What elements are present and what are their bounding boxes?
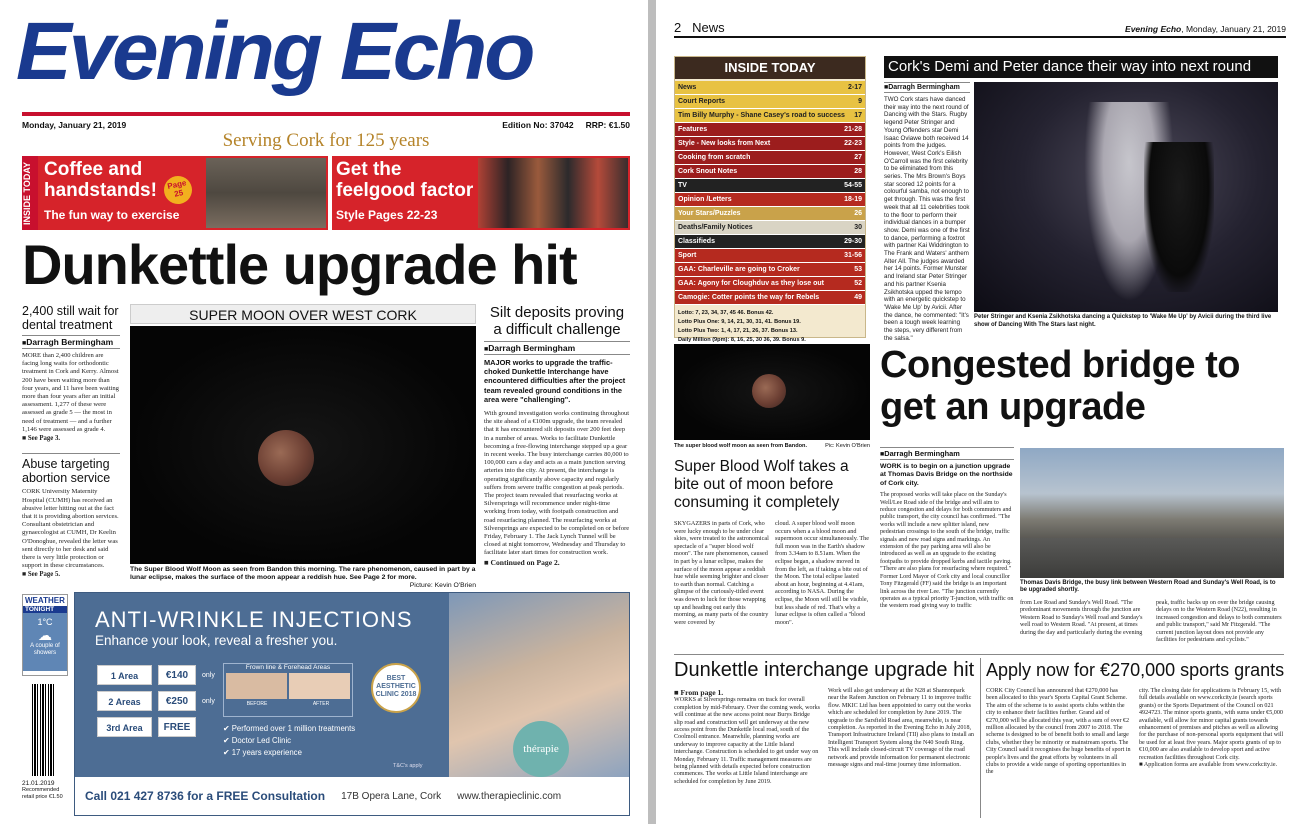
inside-row-label: Your Stars/Puzzles [678,210,741,217]
ad-bullets: ✔ Performed over 1 million treatments ✔ Doctor Led Clinic ✔ 17 years experience [223,724,356,757]
brief-dental-see: ■ See Page 3. [22,435,61,443]
before-photo [226,673,287,699]
silt-story [484,304,630,567]
inside-row-pages: 18-19 [844,196,862,203]
silt-head: Silt deposits proving a difficult challenge [489,304,625,338]
dance-caption: Peter Stringer and Ksenia Zsikhotska dancing a Quickstep to 'Wake Me Up' by Avicii during the third live show of Dancing With The Stars last night. [974,314,1272,328]
promo-style-photo [478,158,628,228]
inside-row-label: Deaths/Family Notices [678,224,753,231]
inside-row-pages: 2-17 [847,84,862,91]
inside-today-title: INSIDE TODAY [675,57,865,79]
cloud-icon: ☁ [38,627,52,643]
barcode-date: 21.01.2019 [22,780,55,787]
moon-caption: The Super Blood Wolf Moon as seen from Bandon this morning. The rare phenomenon, caused in part by a lunar eclipse, makes the surface of the moon appear a reddish hue. See Page 2 for more. Picture: Kevin O'Brien [130,566,476,589]
inside-row-pages: 26 [854,210,862,217]
front-page [0,0,648,824]
brief-column [22,304,120,580]
inside-today-row[interactable] [675,291,865,305]
brief-abuse-head: Abuse targeting abortion service [22,453,120,485]
weather-temp: 1°C [37,617,53,627]
edition-number: Edition No: 37042 [502,120,574,130]
brief-abuse-body: CORK University Maternity Hospital (CUMH) has received an abusive letter hitting out at the fact that it is providing abortion services. Consultant obstetrician and gynaecologist at CUMH, Dr Keelin O'Donoghue, revealed the letter was sent directly to her desk and said there is very little protection or support in these circumstances. [22,488,119,570]
promo-coffee-title: Coffee and handstands! [44,159,157,201]
dunkettle-headline: Dunkettle interchange upgrade hit [674,659,975,681]
therapie-logo: thérapie [513,721,569,777]
news-page-2 [656,0,1304,824]
inside-row-label: GAA: Charleville are going to Croker [678,266,800,273]
promo-style[interactable] [332,156,630,230]
inside-row-pages: 27 [854,154,862,161]
inside-row-pages: 49 [854,294,862,301]
inside-row-pages: 30 [854,224,862,231]
barcode-box [22,684,68,812]
ad-title: ANTI-WRINKLE INJECTIONS [95,607,413,632]
dance-photo [974,82,1278,312]
inside-today-row[interactable] [675,109,865,123]
inside-row-label: TV [678,182,687,189]
inside-today-row[interactable] [675,123,865,137]
masthead-rule [22,112,630,116]
bridge-photo [1020,448,1284,578]
inside-today-row[interactable] [675,263,865,277]
page-header [674,20,1286,35]
masthead: Evening Echo [15,6,533,97]
inside-today-row[interactable] [675,81,865,95]
brief-dental-head: 2,400 still wait for dental treatment [22,304,119,332]
dunkettle-story: ■ From page 1. WORKS at Silversprings remains on track for overall completion by mid-February. Over the coming week, works will continue at the new access point near Burys Bridge slip road and construction will get underway at the new access point from the Dunkettle local road, south of the Coolmoll entrance. Meanwhile, planning works are underway to improve capacity at the Little Island interchange. Construction is scheduled to get under way on Monday, February 11. Traffic management measures are being planned with details expected before construction commences. The works at Little Island interchange are scheduled for completion by June 2019. Work will also get underway at the N28 at Shannonpark near the Rafeen Junction on February 11 to improve traffic flow. MKIC Ltd has been appointed to carry out the works which are scheduled for completion by June 2019. The upgrade to the Sarsfield Road area, meanwhile, is near completion. As reported in the Evening Echo in July 2018, Transport Infrastructure Ireland (TII) also plans to install an Intelligent Transport System along the N40 South Ring. This will include closed-circuit TV coverage of the road network and provide information for permanent electronic message signs and real-time journey time information. [674,688,974,785]
inside-row-label: Court Reports [678,98,726,105]
inside-today-panel [674,56,866,343]
inside-row-pages: 28 [854,168,862,175]
moon-disc-small [752,374,786,408]
bridge-story-cont: from Lee Road and Sunday's Well Road. "The predominant movements through the junction are Western Road to Sunday's Well road and Sunday's well road to Western Road. "At present, at times during the day and particularly during the evening peak, traffic backs up on over the bridge causing delays on to the Western Road (N22), resulting in increased congestion and delays to both commuters and public transport," said Mr Fitzgerald. "The current junction layout does not provide any facilities for pedestrians and cyclists." [1020,600,1282,644]
ad-row-2: 2 Areas €250 only [97,691,215,711]
moon-photo-small [674,344,870,440]
brief-dental-body: MORE than 2,400 children are facing long waits for orthodontic treatment in Cork and Kerry. Almost 200 have been waiting more than four years, and 11 have been waiting more than four years after an initial assessment. 1,277 of these were assessed as grade 5 — the most in need of treatment — and a further 1,146 were assessed as grade 4. [22,352,119,433]
moon-headline: Super Blood Wolf takes a bite out of moon before consuming it completely [674,458,849,511]
dance-headline: Cork's Demi and Peter dance their way into next round [884,56,1278,78]
inside-today-side: INSIDE TODAY [22,156,38,230]
dancer-partner [1144,142,1214,292]
promo-coffee-photo [206,158,326,228]
inside-row-pages: 22-23 [844,140,862,147]
inside-row-label: News [678,84,697,91]
column-divider [980,658,981,818]
page-number: 2 [674,20,682,35]
weather-desc: A couple of showers [30,643,60,656]
sports-headline: Apply now for €270,000 sports grants [986,660,1285,680]
inside-row-pages: 31-56 [844,252,862,259]
ad-terms: T&C's apply [393,763,423,769]
moon-disc [258,430,314,486]
weather-box [22,594,68,676]
dance-story: ■ Darragh Bermingham TWO Cork stars have danced their way into the next round of Dancing with the Stars. Rugby legend Peter Stringer and Young Offenders star Demi Isaac Oviawe both received 14 points from the judges. However, West Cork's Eilish O'Carroll was the first celebrity to be eliminated from this series. The Mrs Brown's Boys star scored 12 points for a colourful samba, not enough to get through. This was the first week that all 11 celebrities took to the floor to perform their individual dances in a bumper show. Demi was one of the first to dance, performing a foxtrot with partner Kai Widdrington to The Frank and Waters' anthem Alter All. The judges awarded her 14 points. Former Munster and Ireland star Peter Stringer and his partner Ksenia Zsikhotska upped the tempo with an energetic quickstep to 'Wake Me Up' by Avicii. After the dance, he commented: "It's been a tough week learning the steps, very different from the salsa." [884,82,970,343]
ad-footer [75,777,629,815]
bridge-road [1020,538,1284,578]
inside-row-label: Features [678,126,708,133]
inside-row-label: Style - New looks from Next [678,140,771,147]
inside-row-pages: 29-30 [844,238,862,245]
ad-price-rows [97,665,215,743]
bridge-story: ■ Darragh Bermingham WORK is to begin on a junction upgrade at Thomas Davis Bridge on the northside of Cork city. The proposed works will take place on the Sunday's Well/Lee Road side of the bridge and will aim to reduce congestion and delays for both commuters and public transport, the city council has confirmed. "The works will include a new splitter island, new pedestrian crossings to the south of the bridge, traffic signals and new road signs and markings. An extension of the pay parking area will also be introduced as well as an upgrade to the existing footpaths to provide dropped kerbs and tactile paving. "There are also plans for resurfacing where required." Former Lord Mayor of Cork city and local councillor Tony Fitzgerald (FF) said the bridge is an important link across the river Lee. "The junction currently operates as a typical priority T-junction, with traffic on the western road giving way to traffic [880,444,1014,611]
inside-row-pages: 54-55 [844,182,862,189]
inside-row-label: Classifieds [678,238,715,245]
inside-row-label: Camogie: Cotter points the way for Rebels [678,294,820,301]
price: RRP: €1.50 [585,120,630,130]
bridge-headline: Congested bridge to get an upgrade [880,344,1240,428]
ad-row-3: 3rd Area FREE [97,717,215,737]
inside-today-row[interactable] [675,235,865,249]
bridge-body: The proposed works will take place on the Sunday's Well/Lee Road side of the bridge and will aim to reduce congestion and delays for both commuters and public transport, the city council has confirmed. "The works will include a new splitter island, new pedestrian crossings to the south of the bridge, traffic signals and new road signs and markings. An extension of the pay parking area will also be introduced as well as an upgrade to the existing footpaths to provide dropped kerbs and tactile paving. "There are also plans for resurfacing where required." Former Lord Mayor of Cork city and local councillor Tony Fitzgerald (FF) said the bridge is an important link across the river Lee. "The junction currently operates as a typical priority T-junction, with traffic on the western road giving way to traffic [880,492,1014,610]
ad-subtitle: Enhance your look, reveal a fresher you. [95,633,338,648]
moon-photo [130,326,476,564]
sports-story: CORK City Council has announced that €270,000 has been allocated to this year's Sports Capital Grant Scheme. The aim of the scheme is to assist sports clubs within the city to enhance their facilities further. Grand aid of €270,000 will be allocated this year, with a sum of over €2 million allocated by the council from 2007 to 2018. The scheme is designed to be of benefit both to small and large clubs, whether they be minority or mainstream sports. The City Council said it recognises the huge benefits of sport in people's lives and the great efforts by volunteers in all clubs to provide a wide range of sporting opportunities in the city. The closing date for applications is February 15, with full details available on www.corkcity.ie (search sports grants) or the Sports Department of the Council on 021 4924723. The minor sports grants, with sums under €5,000 available, will allow for minor capital grants towards enhancement of premises and pitches as well as allowing for the purchase of non-personal sports equipment that will be used for at least five years. Major sports grants of up to €10,000 are also available to develop sport and active recreation facilities throughout Cork city. ■ Application forms are available from www.corkcity.ie. [986,688,1284,776]
moon-banner: SUPER MOON OVER WEST CORK [130,304,476,324]
inside-row-label: Tim Billy Murphy - Shane Casey's road to success [678,112,845,119]
paper-name: Evening Echo [1125,24,1182,34]
dance-body: TWO Cork stars have danced their way into the next round of Dancing with the Stars. Rugby legend Peter Stringer and Young Offenders star Demi Isaac Oviawe both received 14 points from the judges. However, West Cork's Eilish O'Carroll was the first celebrity to be eliminated from this series. The Mrs Brown's Boys star scored 12 points for a colourful samba, not enough to get through. This was the first week that all 11 celebrities took to the floor to perform their individual dances in a bumper show. Demi was one of the first to dance, performing a foxtrot with partner Kai Widdrington to The Frank and Waters' anthem Alter All. The judges awarded her 14 points. Former Munster and Ireland star Peter Stringer and his partner Ksenia Zsikhotska upped the tempo with an energetic quickstep to 'Wake Me Up' by Avicii. After the dance, he commented: "It's been a tough week learning the steps, very different from the salsa." [884,96,970,342]
barcode-note: Recommended retail price €1.50 [22,787,63,800]
ad-web[interactable]: www.therapieclinic.com [457,790,562,802]
barcode [32,684,54,776]
inside-today-row[interactable] [675,165,865,179]
weather-panel [23,613,67,671]
date: Monday, January 21, 2019 [22,120,127,130]
after-photo [289,673,350,699]
therapie-ad[interactable] [74,592,630,816]
promo-coffee[interactable] [38,156,328,230]
inside-row-label: Cork Snout Notes [678,168,738,175]
inside-row-pages: 17 [854,112,862,119]
weather-label: WEATHER [25,596,65,605]
ad-address: 17B Opera Lane, Cork [341,790,442,802]
inside-today-list [675,81,865,305]
inside-row-label: Sport [678,252,697,259]
bridge-caption: Thomas Davis Bridge, the busy link between Western Road and Sunday's Well Road, is to be upgraded shortly. [1020,580,1276,594]
inside-today-row[interactable] [675,277,865,291]
inside-today-row[interactable] [675,137,865,151]
brief-abuse-see: ■ See Page 5. [22,571,61,579]
inside-today-row[interactable] [675,95,865,109]
inside-row-label: Cooking from scratch [678,154,751,161]
section-name: News [692,20,725,35]
ad-phone: Call 021 427 8736 for a FREE Consultation [85,789,326,803]
inside-today-row[interactable] [675,193,865,207]
promo-coffee-sub: The fun way to exercise [44,208,180,222]
inside-row-pages: 9 [858,98,862,105]
ad-before-after: Frown line & Forehead Areas BEFORE AFTER [223,663,353,717]
lotto-results: Lotto: 7, 23, 34, 37, 45 46. Bonus 42. Lotto Plus One: 9, 14, 21, 30, 31, 41. Bonus 19. Lotto Plus Two: 1, 4, 17, 21, 26, 37. Bonus 13. Daily Million (9pm): 8, 16, 25, 30 36, 39. Bonus 9. [678,310,806,343]
inside-row-pages: 52 [854,280,862,287]
inside-row-label: Opinion /Letters [678,196,732,203]
moon-story: SKYGAZERS in parts of Cork, who were lucky enough to be under clear skies, were treated to the astronomical spectacle of a "super blood wolf moon". The rare phenomenon, caused in part by a lunar eclipse, makes the surface of the moon appear a reddish hue while seeming brighter and closer to earth than normal. Catching a glimpse of the curiously-titled event was down to luck for those wrapping up and heading out early this morning, as many parts of the country were covered by cloud. A super blood wolf moon occurs when a a blood moon and supermoon occur simultaneously. The full moon was in the Earth's shadow from 3.34am to 8.51am. When the eclipse began, a shadow moved in from the left, as if taking a bite out of the Moon. The total eclipse lasted about an hour, beginning at 4.41am, according to NASA. During the eclipse, the Moon will still be visible, but less shade of red. That's why a lunar eclipse is often called a "blood moon". [674,520,869,626]
best-clinic-badge: BEST AESTHETIC CLINIC 2018 [371,663,421,713]
inside-today-row[interactable] [675,179,865,193]
silt-byline: ■ Darragh Bermingham [484,341,630,355]
inside-row-pages: 21-28 [844,126,862,133]
masthead-dateline [22,120,630,130]
header-rule [674,36,1286,38]
promo-style-title: Get the feelgood factor [336,159,474,201]
inside-row-pages: 53 [854,266,862,273]
weather-sub: TONIGHT [23,606,67,613]
page-badge: Page 25 [161,173,194,206]
main-headline: Dunkettle upgrade hit [22,233,577,296]
inside-today-row[interactable] [675,151,865,165]
silt-body: With ground investigation works continuing throughout the site ahead of a €100m upgrade, the team revealed that it has encountered silt deposits over 200 feet deep in a number of areas. Works to facilitate Dunkettle becoming a free-flowing interchange stepped up a gear in recent weeks. The busy interchange carries 80,000 to 100,000 cars a day and acts as a main junction serving arteries into the city. At present, the interchange is operating significantly above capacity and regularly suffers from severe traffic congestion at peak periods. The project team revealed that resurfacing works at Silversprings will recommence under night-time working from today, with footpath construction and road resurfacing planned. The resurfacing works at Silversprings are expected to be completed on or before Friday, February 1. The Jack Lynch Tunnel will be closed at night tomorrow, Wednesday and Thursday to facilitate later start times for construction work. [484,410,630,557]
silt-intro: MAJOR works to upgrade the traffic-choked Dunkettle Interchange have encountered difficulties after the project team revealed ground conditions in the area were "challenging". [484,358,626,404]
ad-row-1: 1 Area €140 only [97,665,215,685]
inside-today-row[interactable] [675,249,865,263]
inside-today-row[interactable] [675,221,865,235]
tagline: Serving Cork for 125 years [222,130,430,151]
moon-caption-small: The super blood wolf moon as seen from Bandon. Pic: Kevin O'Brien [674,443,870,449]
promo-style-sub: Style Pages 22-23 [336,208,438,222]
brief-dental-byline: ■ Darragh Bermingham [22,335,120,349]
silt-continued: ■ Continued on Page 2. [484,557,560,567]
bottom-rule [674,654,1284,655]
inside-today-row[interactable] [675,207,865,221]
header-date: , Monday, January 21, 2019 [1181,24,1286,34]
inside-row-label: GAA: Agony for Cloughduv as they lose out [678,280,824,287]
bridge-intro: WORK is to begin on a junction upgrade at Thomas Davis Bridge on the northside of Cork city. [880,463,1013,487]
